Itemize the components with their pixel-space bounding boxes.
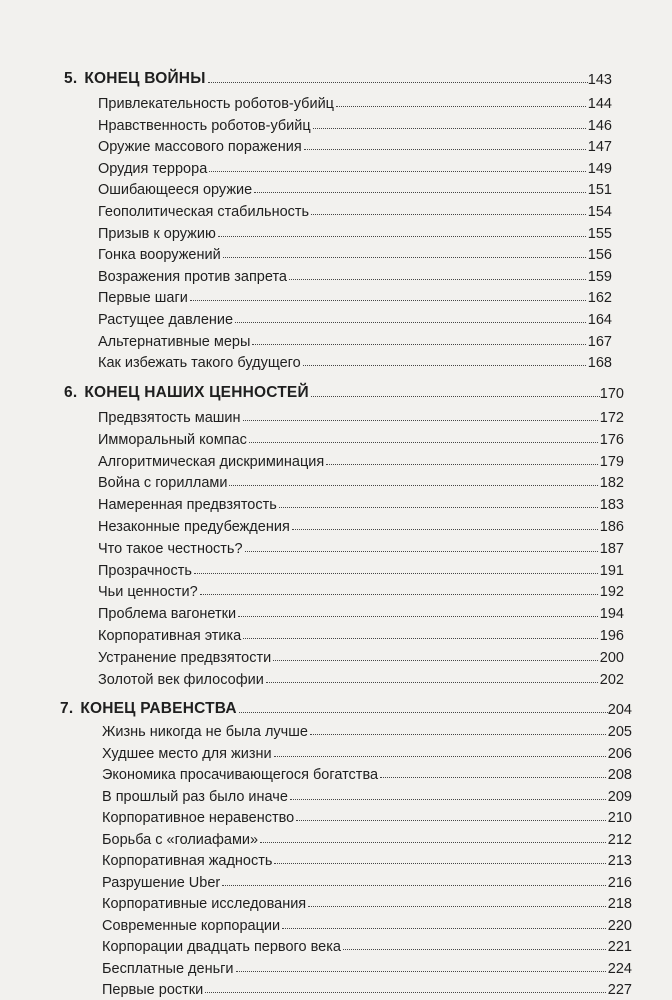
page-number: 216 — [607, 874, 632, 891]
chapter-number: 7. — [60, 700, 74, 717]
dot-leader — [205, 992, 606, 993]
entry-title: Худшее место для жизни — [102, 745, 272, 762]
toc-entry — [0, 869, 672, 891]
dot-leader — [304, 149, 586, 150]
entry-title: Геополитическая стабильность — [98, 204, 310, 220]
toc-entry — [0, 826, 672, 848]
dot-leader — [243, 420, 598, 421]
dot-leader — [343, 949, 606, 950]
entry-title: Нравственность роботов-убийц — [98, 117, 311, 134]
toc-entry — [0, 912, 672, 934]
dot-leader — [229, 485, 597, 486]
entry-title: Чьи ценности? — [98, 584, 198, 601]
page-number: 164 — [587, 312, 612, 328]
entry-title: Проблема вагонетки — [98, 606, 237, 623]
page-number: 194 — [599, 606, 624, 623]
chapter-title: КОНЕЦ НАШИХ ЦЕННОСТЕЙ — [84, 384, 309, 401]
entry-title: Прозрачность — [98, 562, 192, 579]
toc-entry — [0, 718, 672, 740]
dot-leader — [249, 442, 598, 443]
page-number: 205 — [607, 724, 632, 740]
page-number: 192 — [599, 584, 624, 601]
entry-title: Современные корпорации — [102, 917, 281, 934]
page-number: 159 — [587, 268, 612, 285]
toc-entry — [0, 241, 672, 263]
toc-entry — [0, 890, 672, 912]
dot-leader — [296, 820, 606, 821]
entry-title: Орудия террора — [98, 160, 208, 177]
chapter-7-heading — [0, 696, 672, 718]
page-number: 191 — [599, 562, 624, 579]
dot-leader — [235, 322, 586, 323]
entry-title: Корпорации двадцать первого века — [102, 939, 341, 955]
entry-title: В прошлый раз было иначе — [102, 788, 288, 805]
entry-title: Бесплатные деньги — [102, 960, 234, 977]
dot-leader — [236, 971, 606, 972]
dot-leader — [239, 712, 608, 713]
dot-leader — [260, 842, 606, 843]
page-number: 170 — [599, 386, 624, 402]
dot-leader — [308, 906, 606, 907]
entry-title: Ошибающееся оружие — [98, 182, 253, 199]
entry-title: Привлекательность роботов-убийц — [98, 96, 334, 112]
entry-title: Экономика просачивающегося богатства — [102, 767, 379, 783]
entry-title: Корпоративное неравенство — [102, 810, 295, 826]
page-number: 144 — [587, 96, 612, 112]
page-number: 179 — [599, 453, 624, 470]
toc-entry — [0, 578, 672, 600]
entry-title: Гонка вооружений — [98, 247, 221, 264]
entry-title: Возражения против запрета — [98, 268, 287, 285]
dot-leader — [194, 573, 598, 574]
toc-entry — [0, 349, 672, 371]
dot-leader — [336, 106, 586, 107]
toc-entry — [0, 513, 672, 535]
entry-title: Борьба с «голиафами» — [102, 831, 259, 848]
entry-title: Алгоритмическая дискриминация — [98, 453, 325, 470]
toc-entry — [0, 284, 672, 306]
dot-leader — [313, 128, 586, 129]
dot-leader — [310, 734, 606, 735]
page-number: 186 — [599, 519, 624, 535]
dot-leader — [311, 214, 586, 215]
page-number: 167 — [587, 333, 612, 350]
toc-entry — [0, 933, 672, 955]
toc-entry — [0, 976, 672, 998]
page-number: 149 — [587, 160, 612, 177]
dot-leader — [222, 885, 606, 886]
toc-entry — [0, 469, 672, 491]
page-number: 147 — [587, 139, 612, 156]
page-number: 162 — [587, 290, 612, 307]
page-number: 183 — [599, 497, 624, 514]
entry-title: Призыв к оружию — [98, 225, 216, 242]
chapter-title: КОНЕЦ РАВЕНСТВА — [80, 700, 237, 717]
page-number: 182 — [599, 475, 624, 492]
toc-entry — [0, 847, 672, 869]
entry-title: Война с гориллами — [98, 475, 228, 492]
page-number: 213 — [607, 853, 632, 869]
entry-title: Растущее давление — [98, 312, 234, 328]
dot-leader — [326, 464, 598, 465]
page-number: 143 — [587, 72, 612, 88]
dot-leader — [190, 300, 586, 301]
dot-leader — [218, 236, 586, 237]
chapter-5-heading — [0, 66, 672, 88]
page-number: 196 — [599, 628, 624, 644]
dot-leader — [238, 616, 598, 617]
page-number: 224 — [607, 960, 632, 977]
page-number: 156 — [587, 247, 612, 264]
page-number: 218 — [607, 896, 632, 912]
page-number: 221 — [607, 939, 632, 955]
page-number: 204 — [607, 702, 632, 718]
chapter-number: 5. — [64, 70, 78, 87]
entry-title: Первые ростки — [102, 982, 204, 998]
dot-leader — [266, 682, 598, 683]
page-number: 208 — [607, 767, 632, 783]
dot-leader — [290, 799, 606, 800]
page-number: 176 — [599, 431, 624, 448]
toc-entry — [0, 263, 672, 285]
page-number: 155 — [587, 225, 612, 242]
dot-leader — [292, 529, 598, 530]
dot-leader — [282, 928, 606, 929]
entry-title: Имморальный компас — [98, 431, 247, 448]
dot-leader — [209, 171, 586, 172]
toc-entry — [0, 448, 672, 470]
entry-title: Золотой век философии — [98, 671, 264, 688]
page-number: 212 — [607, 831, 632, 848]
page-number: 227 — [607, 982, 632, 998]
toc-entry — [0, 220, 672, 242]
dot-leader — [252, 344, 585, 345]
toc-entry — [0, 740, 672, 762]
chapter-6-heading — [0, 380, 672, 402]
toc-entry — [0, 155, 672, 177]
dot-leader — [245, 551, 598, 552]
toc-entry — [0, 404, 672, 426]
dot-leader — [208, 82, 588, 83]
entry-title: Оружие массового поражения — [98, 139, 302, 156]
entry-title: Устранение предвзятости — [98, 649, 272, 666]
toc-entry — [0, 176, 672, 198]
toc-entry — [0, 666, 672, 688]
entry-title: Намеренная предвзятость — [98, 497, 277, 514]
toc-entry — [0, 426, 672, 448]
toc-entry — [0, 491, 672, 513]
dot-leader — [311, 396, 600, 397]
page-number: 210 — [607, 810, 632, 826]
dot-leader — [303, 365, 586, 366]
dot-leader — [380, 777, 606, 778]
dot-leader — [274, 863, 605, 864]
toc-entry — [0, 622, 672, 644]
dot-leader — [274, 756, 606, 757]
toc-entry — [0, 644, 672, 666]
page-number: 220 — [607, 917, 632, 934]
dot-leader — [273, 660, 598, 661]
toc-entry — [0, 783, 672, 805]
page-number: 172 — [599, 410, 624, 426]
toc-entry — [0, 198, 672, 220]
dot-leader — [200, 594, 598, 595]
toc-entry — [0, 804, 672, 826]
entry-title: Корпоративные исследования — [102, 896, 307, 912]
toc-entry — [0, 535, 672, 557]
dot-leader — [254, 192, 586, 193]
entry-title: Альтернативные меры — [98, 333, 251, 350]
dot-leader — [223, 257, 586, 258]
dot-leader — [243, 638, 598, 639]
page-number: 200 — [599, 649, 624, 666]
entry-title: Разрушение Uber — [102, 874, 221, 891]
toc-entry — [0, 112, 672, 134]
page-number: 146 — [587, 117, 612, 134]
toc-entry — [0, 328, 672, 350]
dot-leader — [279, 507, 598, 508]
chapter-title: КОНЕЦ ВОЙНЫ — [84, 70, 206, 87]
toc-entry — [0, 955, 672, 977]
entry-title: Жизнь никогда не была лучше — [102, 724, 308, 740]
toc-entry — [0, 306, 672, 328]
toc-entry — [0, 600, 672, 622]
chapter-number: 6. — [64, 384, 78, 401]
toc-entry — [0, 557, 672, 579]
page-number: 151 — [587, 182, 612, 199]
entry-title: Корпоративная этика — [98, 628, 242, 644]
page-number: 206 — [607, 745, 632, 762]
toc-entry — [0, 761, 672, 783]
entry-title: Предвзятость машин — [98, 410, 241, 426]
entry-title: Незаконные предубеждения — [98, 519, 290, 535]
page-number: 202 — [599, 671, 624, 688]
entry-title: Первые шаги — [98, 290, 188, 307]
page-number: 187 — [599, 540, 624, 557]
page-number: 168 — [587, 355, 612, 372]
entry-title: Что такое честность? — [98, 540, 243, 557]
entry-title: Корпоративная жадность — [102, 853, 273, 869]
page-number: 154 — [587, 204, 612, 220]
entry-title: Как избежать такого будущего — [98, 355, 301, 372]
page-number: 209 — [607, 788, 632, 805]
dot-leader — [289, 279, 586, 280]
toc-entry — [0, 90, 672, 112]
toc-entry — [0, 133, 672, 155]
